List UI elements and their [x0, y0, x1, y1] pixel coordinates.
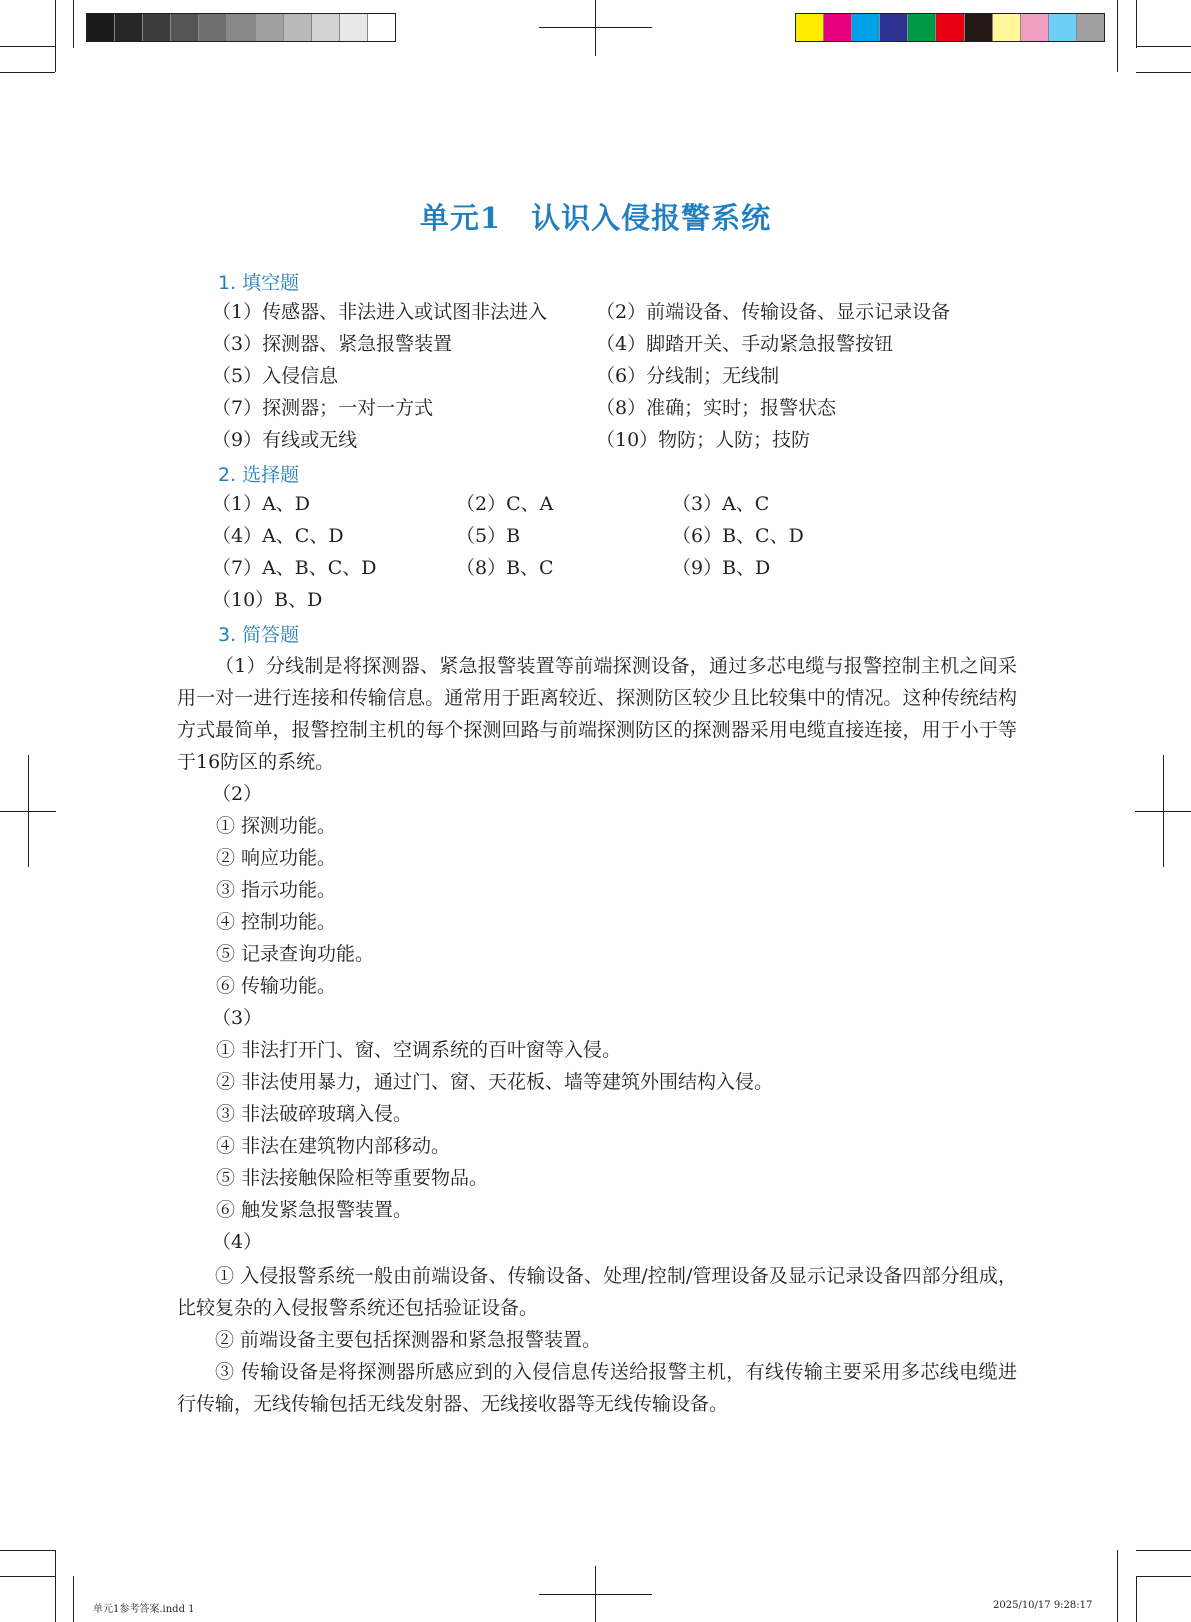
gray-swatch: [284, 14, 312, 41]
fill-blank-item-4: （4）脚踏开关、手动紧急报警按钮: [596, 333, 894, 355]
fill-blank-item-8: （8）准确；实时；报警状态: [596, 397, 837, 419]
choice-item-8: （8）B、C: [456, 557, 554, 579]
gray-swatch: [87, 14, 115, 41]
gray-swatch: [340, 14, 368, 41]
choice-item-9: （9）B、D: [672, 557, 771, 579]
answer-2-item-4: ④ 控制功能。: [216, 911, 337, 933]
color-swatch: [965, 14, 993, 41]
gray-swatch: [227, 14, 255, 41]
gray-swatch: [115, 14, 143, 41]
choice-item-2: （2）C、A: [456, 493, 554, 515]
color-swatch: [993, 14, 1021, 41]
answer-3-item-1: ① 非法打开门、窗、空调系统的百叶窗等入侵。: [216, 1039, 622, 1061]
color-swatch: [852, 14, 880, 41]
answer-2-item-1: ① 探测功能。: [216, 815, 337, 837]
answer-4-label: （4）: [212, 1231, 263, 1253]
gray-swatch: [199, 14, 227, 41]
answer-4-paragraph-1: ① 入侵报警系统一般由前端设备、传输设备、处理/控制/管理设备及显示记录设备四部分组成，比较复杂的入侵报警系统还包括验证设备。: [177, 1265, 1017, 1319]
color-swatch: [908, 14, 936, 41]
choice-item-6: （6）B、C、D: [672, 525, 804, 547]
fill-blank-item-9: （9）有线或无线: [212, 429, 358, 451]
color-swatch: [796, 14, 824, 41]
answer-1-paragraph: （1）分线制是将探测器、紧急报警装置等前端探测设备，通过多芯电缆与报警控制主机之间采用一对一进行连接和传输信息。通常用于距离较近、探测防区较少且比较集中的情况。这种传统结构方式最简单，报警控制主机的每个探测回路与前端探测防区的探测器采用电缆直接连接，用于小于等于16防区的系统。: [177, 655, 1017, 773]
gray-swatch: [368, 14, 395, 41]
fill-blank-item-10: （10）物防；人防；技防: [596, 429, 811, 451]
color-swatch: [936, 14, 964, 41]
answer-3-item-3: ③ 非法破碎玻璃入侵。: [216, 1103, 413, 1125]
fill-blank-item-5: （5）入侵信息: [212, 365, 339, 387]
gray-swatch: [312, 14, 340, 41]
color-registration-bar: [795, 13, 1105, 42]
fill-blank-item-3: （3）探测器、紧急报警装置: [212, 333, 453, 355]
fill-blank-item-2: （2）前端设备、传输设备、显示记录设备: [596, 301, 951, 323]
choice-item-1: （1）A、D: [212, 493, 311, 515]
fill-blank-item-1: （1）传感器、非法进入或试图非法进入: [212, 301, 548, 323]
answer-4-paragraph-3: ③ 传输设备是将探测器所感应到的入侵信息传送给报警主机，有线传输主要采用多芯线电缆进行传输，无线传输包括无线发射器、无线接收器等无线传输设备。: [177, 1361, 1017, 1415]
answer-3-item-6: ⑥ 触发紧急报警装置。: [216, 1199, 413, 1221]
gray-swatch: [143, 14, 171, 41]
grayscale-registration-bar: [86, 13, 396, 42]
title-unit: 单元1: [419, 201, 502, 235]
color-swatch: [1049, 14, 1077, 41]
color-swatch: [880, 14, 908, 41]
footer-filename: 单元1参考答案.indd 1: [93, 1604, 195, 1615]
choice-item-3: （3）A、C: [672, 493, 770, 515]
answer-3-label: （3）: [212, 1007, 263, 1029]
choice-item-4: （4）A、C、D: [212, 525, 344, 547]
gray-swatch: [171, 14, 199, 41]
choice-item-5: （5）B: [456, 525, 521, 547]
color-swatch: [824, 14, 852, 41]
answer-3-item-2: ② 非法使用暴力，通过门、窗、天花板、墙等建筑外围结构入侵。: [216, 1071, 774, 1093]
answer-3-item-5: ⑤ 非法接触保险柜等重要物品。: [216, 1167, 489, 1189]
answer-3-item-4: ④ 非法在建筑物内部移动。: [216, 1135, 451, 1157]
gray-swatch: [256, 14, 284, 41]
choice-item-7: （7）A、B、C、D: [212, 557, 377, 579]
title-name: 认识入侵报警系统: [531, 201, 772, 235]
answer-2-item-2: ② 响应功能。: [216, 847, 337, 869]
answer-2-item-3: ③ 指示功能。: [216, 879, 337, 901]
page-title: [0, 196, 1191, 237]
choice-item-10: （10）B、D: [212, 589, 323, 611]
answer-4-paragraph-2: ② 前端设备主要包括探测器和紧急报警装置。: [215, 1329, 602, 1351]
answer-2-label: （2）: [212, 783, 263, 805]
section-heading-fill-blank: 1. 填空题: [218, 272, 300, 294]
answer-2-item-6: ⑥ 传输功能。: [216, 975, 337, 997]
color-swatch: [1021, 14, 1049, 41]
color-swatch: [1077, 14, 1104, 41]
fill-blank-item-6: （6）分线制；无线制: [596, 365, 780, 387]
section-heading-choice: 2. 选择题: [218, 464, 300, 486]
footer-timestamp: 2025/10/17 9:28:17: [993, 1600, 1093, 1611]
answer-2-item-5: ⑤ 记录查询功能。: [216, 943, 375, 965]
fill-blank-item-7: （7）探测器；一对一方式: [212, 397, 434, 419]
section-heading-short-answer: 3. 简答题: [218, 624, 300, 646]
